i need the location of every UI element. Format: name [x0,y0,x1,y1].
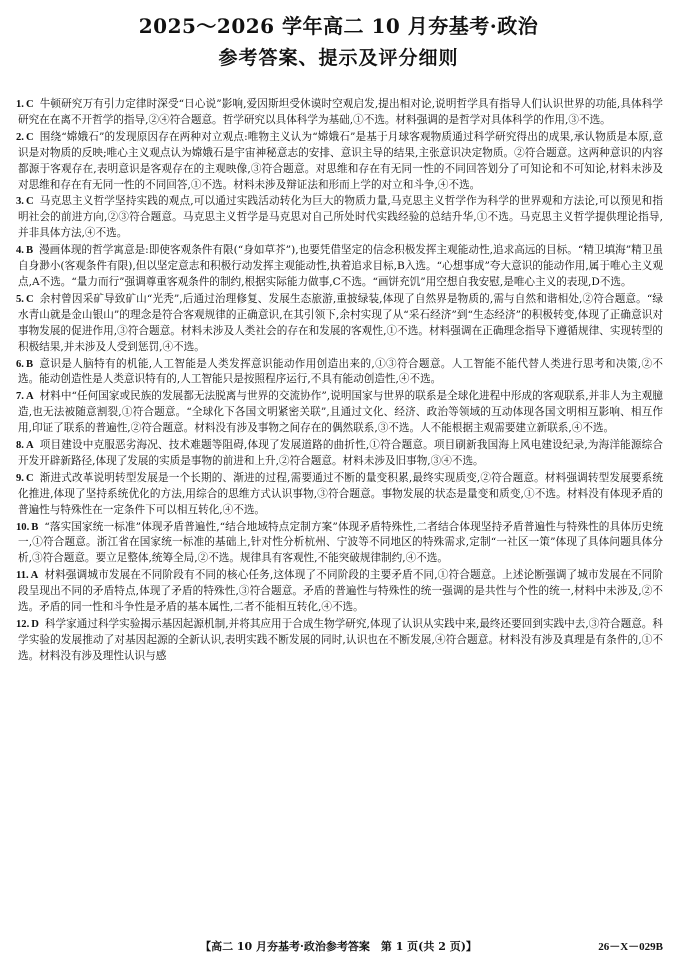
answer-explanation: 渐进式改革说明转型发展是一个长期的、渐进的过程,需要通过不断的量变积累,最终实现质变,②符合题意。材料强调转型发展要系统化推进,体现了坚持系统优化的方法,用综合的思维方式认识事物,③符合题意。事物发展的状态是量变和质变,①不选。材料没有体现矛盾的普遍性与特殊性在一定条件下可以相互转化,④不选。 [18,471,663,516]
answer-number: 10. [16,521,30,533]
answer-explanation: 围绕“嫦娥石”的发现原因存在两种对立观点:唯物主义认为“嫦娥石”是基于月球客观物质通过科学研究得出的成果,承认物质是本原,意识是对物质的反映;唯心主义观点认为嫦娥石是宇宙神秘意志的安排、意识主导的结果,主张意识决定物质。②符合题意。这两种意识的内容都源于客观存在,表明意识是客观存在的主观映像,③符合题意。对思维和存在有无同一性的不同回答划分了可知论和不可知论,材料未涉及对思维和存在有无同一性的不同回答,①不选。材料未涉及辩证法和形而上学的对立和斗争,④不选。 [18,130,663,191]
answer-item [18,617,663,665]
answer-key: C [25,99,34,110]
answer-item [18,357,663,389]
answer-explanation: 余村曾因采矿导致矿山“光秃”,后通过治理修复、发展生态旅游,重披绿装,体现了自然界是物质的,需与自然和谐相处,②符合题意。“绿水青山就是金山银山”的理念是符合客观规律的正确意识,在其引领下,余村实现了从“采石经济”到“生态经济”的积极转变,体现了正确意识对事物发展的促进作用,③符合题意。材料未涉及人类社会的存在和发展的客观性,①不选。材料强调在正确理念指导下遵循规律、实现转型的积极结果,并未涉及人受到惩罚,④不选。 [18,292,663,353]
answer-explanation: 材料中“任何国家或民族的发展都无法脱离与世界的交流协作”,说明国家与世界的联系是全球化进程中形成的客观联系,并非人为主观臆造,也无法被随意割裂,①符合题意。“全球化下各国文明紧密关联”,且通过文化、经济、政治等领域的互动体现各国文明相互影响、相互作用,印证了联系的普遍性,②符合题意。材料没有涉及事物之间存在的偶然联系,③不选。人不能根据主观需要建立新联系,④不选。 [18,390,663,435]
answer-item [18,97,663,129]
answer-key: D [31,619,39,630]
answer-item [18,292,663,356]
answer-key: C [25,196,34,208]
answer-explanation: 项目建设中克服恶劣海况、技术难题等阻碍,体现了发展道路的曲折性,①符合题意。项目刷新我国海上风电建设纪录,为海洋能源综合开发开辟新路径,体现了发展的实质是事物的前进和上升,②符合题意。材料未涉及旧事物,③④不选。 [18,439,663,467]
answer-number: 9. [16,472,24,484]
answer-key: B [31,521,39,533]
answer-key: B [25,358,34,370]
answer-key: C [25,293,34,305]
answer-explanation: “落实国家统一标准”体现矛盾普遍性,“结合地域特点定制方案”体现矛盾特殊性,二者结合体现坚持矛盾普遍性与特殊性的具体历史统一,①符合题意。浙江省在国家统一标准的基础上,针对性分析杭州、宁波等不同地区的特殊需求,定制“一社区一策”体现了具体问题具体分析,③符合题意。要立足整体,统筹全局,②不选。规律具有客观性,不能突破规律制约,④不选。 [18,520,663,565]
answer-key: B [25,245,34,257]
page-title: 2025～2026 学年高二 10 月夯基考·政治 [138,14,539,38]
answer-list [18,97,663,666]
answer-item [18,471,663,519]
answer-number: 11. [16,570,29,582]
answer-number: 1. [16,99,24,110]
answer-explanation: 马克思主义哲学坚持实践的观点,可以通过实践活动转化为巨大的物质力量,马克思主义哲学作为科学的世界观和方法论,可以预见和指明社会的前进方向,②③符合题意。马克思主义哲学是马克思对自己所处时代实践经验的总结升华,①不选。马克思主义哲学提供理论指导,并非具体方法,④不选。 [18,195,663,240]
answer-key: A [25,440,34,452]
answer-number: 6. [16,358,24,370]
answer-explanation: 漫画体现的哲学寓意是:即使客观条件有限(“身如草芥”),也要凭借坚定的信念积极发挥主观能动性,追求高远的目标。“精卫填海”精卫虽自身渺小(客观条件有限),但以坚定意志和积极行动发挥主观能动性,执着追求目标,B入选。“心想事成”夸大意识的能动作用,属于唯心主义观点,A不选。“量力而行”强调尊重客观条件的制约,根据实际能力做事,C不选。“画饼充饥”用空想自我安慰,是唯心主义的表现,D不选。 [18,244,663,288]
answer-key: C [25,472,34,484]
answer-explanation: 科学家通过科学实验揭示基因起源机制,并将其应用于合成生物学研究,体现了认识从实践中来,最终还要回到实践中去,③符合题意。科学实验的发展推动了对基因起源的全新认识,表明实践不断发展的同时,认识也在不断发展,④符合题意。材料没有涉及真理是有条件的,①不选。材料没有涉及理性认识与感 [18,618,663,662]
footer-code: 26－X－029B [598,941,663,953]
answer-item [18,194,663,242]
answer-number: 4. [16,245,24,257]
answer-item [18,389,663,437]
answer-key: C [25,131,34,143]
answer-number: 8. [16,440,24,452]
footer-text: 【高二 10 月夯基考·政治参考答案 第 1 页(共 2 页)】 [200,940,477,953]
answer-number: 5. [16,293,24,305]
answer-number: 3. [16,196,24,208]
answer-explanation: 材料强调城市发展在不同阶段有不同的核心任务,这体现了不同阶段的主要矛盾不同,①符合题意。上述论断强调了城市发展在不同阶段呈现出不同的矛盾特点,体现了矛盾的特殊性,③符合题意。矛盾的普遍性与特殊性的统一强调的是共性与个性的统一,材料中未涉及,②不选。矛盾的同一性和斗争性是矛盾的基本属性,二者不能相互转化,④不选。 [18,569,663,614]
answer-key: A [30,570,39,582]
answer-number: 7. [16,391,24,403]
answer-explanation: 牛顿研究万有引力定律时深受“日心说”影响,爱因斯坦受休谟时空观启发,提出相对论,说明哲学具有指导人们认识世界的功能,具体科学研究在在离不开哲学的指导,②④符合题意。哲学研究以具体科学为基础,①不选。材料强调的是哲学对具体科学的作用,③不选。 [18,98,663,126]
answer-item [18,438,663,470]
answer-number: 12. [16,619,30,630]
answer-item [18,130,663,194]
answer-item [18,568,663,616]
answer-explanation: 意识是人脑特有的机能,人工智能是人类发挥意识能动作用创造出来的,①③符合题意。人工智能不能代替人类进行思考和决策,②不选。能动创造性是人类意识特有的,人工智能只是按照程序运行,不具有能动创造性,④不选。 [18,357,663,386]
answer-number: 2. [16,131,24,143]
page-subtitle: 参考答案、提示及评分细则 [218,47,459,69]
answer-item [18,520,663,568]
page-footer [0,938,677,956]
answer-key: A [25,391,34,403]
answer-item [18,243,663,291]
